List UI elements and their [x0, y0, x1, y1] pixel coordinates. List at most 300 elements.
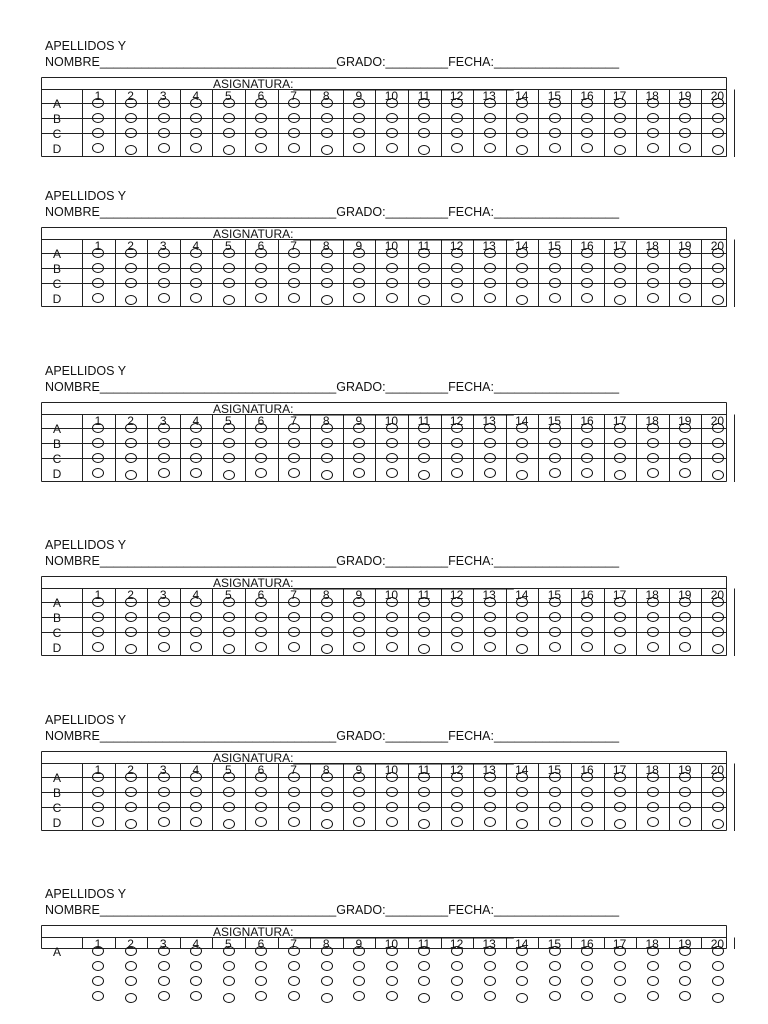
answer-bubble[interactable]	[451, 113, 463, 123]
answer-bubble[interactable]	[386, 453, 398, 463]
answer-bubble[interactable]	[321, 627, 333, 637]
answer-bubble[interactable]	[386, 961, 398, 971]
answer-bubble[interactable]	[679, 802, 691, 812]
answer-bubble[interactable]	[321, 128, 333, 138]
answer-bubble[interactable]	[386, 128, 398, 138]
answer-bubble[interactable]	[125, 597, 137, 607]
answer-bubble[interactable]	[549, 772, 561, 782]
answer-bubble[interactable]	[223, 627, 235, 637]
answer-bubble[interactable]	[679, 787, 691, 797]
answer-bubble[interactable]	[484, 627, 496, 637]
answer-bubble[interactable]	[451, 128, 463, 138]
answer-bubble[interactable]	[288, 468, 300, 478]
answer-bubble[interactable]	[614, 772, 626, 782]
answer-bubble[interactable]	[288, 612, 300, 622]
answer-bubble[interactable]	[614, 644, 626, 654]
answer-bubble[interactable]	[190, 802, 202, 812]
answer-bubble[interactable]	[223, 470, 235, 480]
answer-bubble[interactable]	[158, 438, 170, 448]
answer-bubble[interactable]	[190, 976, 202, 986]
answer-bubble[interactable]	[190, 772, 202, 782]
answer-bubble[interactable]	[321, 295, 333, 305]
answer-bubble[interactable]	[679, 263, 691, 273]
answer-bubble[interactable]	[516, 802, 528, 812]
answer-bubble[interactable]	[549, 113, 561, 123]
answer-bubble[interactable]	[647, 612, 659, 622]
answer-bubble[interactable]	[158, 976, 170, 986]
answer-bubble[interactable]	[190, 128, 202, 138]
answer-bubble[interactable]	[158, 293, 170, 303]
answer-bubble[interactable]	[321, 787, 333, 797]
answer-bubble[interactable]	[288, 293, 300, 303]
answer-bubble[interactable]	[679, 278, 691, 288]
answer-bubble[interactable]	[712, 644, 724, 654]
answer-bubble[interactable]	[125, 612, 137, 622]
answer-bubble[interactable]	[451, 293, 463, 303]
answer-bubble[interactable]	[353, 468, 365, 478]
answer-bubble[interactable]	[549, 817, 561, 827]
answer-bubble[interactable]	[451, 143, 463, 153]
answer-bubble[interactable]	[516, 819, 528, 829]
answer-bubble[interactable]	[353, 128, 365, 138]
answer-bubble[interactable]	[679, 98, 691, 108]
answer-bubble[interactable]	[190, 438, 202, 448]
answer-bubble[interactable]	[549, 802, 561, 812]
answer-bubble[interactable]	[386, 248, 398, 258]
answer-bubble[interactable]	[353, 278, 365, 288]
answer-bubble[interactable]	[353, 98, 365, 108]
answer-bubble[interactable]	[647, 423, 659, 433]
answer-bubble[interactable]	[679, 438, 691, 448]
answer-bubble[interactable]	[92, 991, 104, 1001]
answer-bubble[interactable]	[549, 961, 561, 971]
answer-bubble[interactable]	[679, 468, 691, 478]
answer-bubble[interactable]	[679, 772, 691, 782]
answer-bubble[interactable]	[484, 263, 496, 273]
answer-bubble[interactable]	[158, 597, 170, 607]
answer-bubble[interactable]	[549, 991, 561, 1001]
answer-bubble[interactable]	[484, 468, 496, 478]
answer-bubble[interactable]	[158, 453, 170, 463]
answer-bubble[interactable]	[614, 113, 626, 123]
answer-bubble[interactable]	[288, 787, 300, 797]
answer-bubble[interactable]	[451, 468, 463, 478]
answer-bubble[interactable]	[353, 772, 365, 782]
answer-bubble[interactable]	[321, 612, 333, 622]
answer-bubble[interactable]	[516, 128, 528, 138]
answer-bubble[interactable]	[647, 597, 659, 607]
answer-bubble[interactable]	[353, 597, 365, 607]
answer-bubble[interactable]	[158, 113, 170, 123]
answer-bubble[interactable]	[288, 98, 300, 108]
answer-bubble[interactable]	[516, 145, 528, 155]
answer-bubble[interactable]	[549, 787, 561, 797]
answer-bubble[interactable]	[712, 470, 724, 480]
answer-bubble[interactable]	[386, 293, 398, 303]
answer-bubble[interactable]	[451, 642, 463, 652]
answer-bubble[interactable]	[516, 453, 528, 463]
answer-bubble[interactable]	[451, 438, 463, 448]
answer-bubble[interactable]	[386, 263, 398, 273]
answer-bubble[interactable]	[321, 453, 333, 463]
answer-bubble[interactable]	[223, 438, 235, 448]
answer-bubble[interactable]	[190, 468, 202, 478]
answer-bubble[interactable]	[516, 470, 528, 480]
answer-bubble[interactable]	[158, 98, 170, 108]
answer-bubble[interactable]	[223, 976, 235, 986]
answer-bubble[interactable]	[223, 98, 235, 108]
answer-bubble[interactable]	[647, 143, 659, 153]
answer-bubble[interactable]	[321, 802, 333, 812]
answer-bubble[interactable]	[288, 642, 300, 652]
answer-bubble[interactable]	[223, 113, 235, 123]
answer-bubble[interactable]	[484, 293, 496, 303]
answer-bubble[interactable]	[712, 612, 724, 622]
answer-bubble[interactable]	[679, 817, 691, 827]
answer-bubble[interactable]	[647, 128, 659, 138]
answer-bubble[interactable]	[223, 145, 235, 155]
answer-bubble[interactable]	[223, 263, 235, 273]
answer-bubble[interactable]	[712, 438, 724, 448]
answer-bubble[interactable]	[190, 961, 202, 971]
answer-bubble[interactable]	[190, 113, 202, 123]
answer-bubble[interactable]	[516, 248, 528, 258]
answer-bubble[interactable]	[125, 627, 137, 637]
answer-bubble[interactable]	[288, 976, 300, 986]
answer-bubble[interactable]	[516, 597, 528, 607]
answer-bubble[interactable]	[223, 597, 235, 607]
answer-bubble[interactable]	[679, 642, 691, 652]
answer-bubble[interactable]	[158, 627, 170, 637]
answer-bubble[interactable]	[125, 98, 137, 108]
answer-bubble[interactable]	[223, 961, 235, 971]
subject-field[interactable]: ASIGNATURA:_________________________________	[213, 77, 514, 91]
answer-bubble[interactable]	[516, 946, 528, 956]
answer-bubble[interactable]	[190, 642, 202, 652]
header-name-grade-date-line[interactable]: NOMBRE__________________________________GRADO:_________FECHA:__________________	[45, 380, 620, 394]
answer-bubble[interactable]	[679, 991, 691, 1001]
header-name-grade-date-line[interactable]: NOMBRE__________________________________GRADO:_________FECHA:__________________	[45, 554, 620, 568]
answer-bubble[interactable]	[712, 772, 724, 782]
answer-bubble[interactable]	[614, 993, 626, 1003]
answer-bubble[interactable]	[288, 597, 300, 607]
answer-bubble[interactable]	[386, 98, 398, 108]
answer-bubble[interactable]	[223, 278, 235, 288]
answer-bubble[interactable]	[125, 993, 137, 1003]
answer-bubble[interactable]	[549, 438, 561, 448]
answer-bubble[interactable]	[516, 113, 528, 123]
answer-bubble[interactable]	[647, 991, 659, 1001]
answer-bubble[interactable]	[679, 976, 691, 986]
answer-bubble[interactable]	[614, 976, 626, 986]
answer-bubble[interactable]	[581, 976, 593, 986]
answer-bubble[interactable]	[549, 293, 561, 303]
answer-bubble[interactable]	[353, 423, 365, 433]
answer-bubble[interactable]	[516, 961, 528, 971]
answer-bubble[interactable]	[451, 278, 463, 288]
answer-bubble[interactable]	[712, 423, 724, 433]
answer-bubble[interactable]	[190, 627, 202, 637]
answer-bubble[interactable]	[614, 470, 626, 480]
answer-bubble[interactable]	[190, 946, 202, 956]
answer-bubble[interactable]	[581, 991, 593, 1001]
answer-bubble[interactable]	[190, 991, 202, 1001]
answer-bubble[interactable]	[418, 976, 430, 986]
answer-bubble[interactable]	[353, 293, 365, 303]
answer-bubble[interactable]	[614, 946, 626, 956]
answer-bubble[interactable]	[190, 143, 202, 153]
answer-bubble[interactable]	[451, 946, 463, 956]
answer-bubble[interactable]	[451, 817, 463, 827]
answer-bubble[interactable]	[614, 145, 626, 155]
answer-bubble[interactable]	[549, 128, 561, 138]
header-name-grade-date-line[interactable]: NOMBRE__________________________________GRADO:_________FECHA:__________________	[45, 205, 620, 219]
answer-bubble[interactable]	[647, 642, 659, 652]
answer-bubble[interactable]	[223, 644, 235, 654]
answer-bubble[interactable]	[516, 644, 528, 654]
answer-bubble[interactable]	[386, 278, 398, 288]
answer-bubble[interactable]	[712, 145, 724, 155]
answer-bubble[interactable]	[484, 423, 496, 433]
answer-bubble[interactable]	[647, 961, 659, 971]
answer-bubble[interactable]	[647, 453, 659, 463]
answer-bubble[interactable]	[288, 946, 300, 956]
answer-bubble[interactable]	[158, 787, 170, 797]
answer-bubble[interactable]	[125, 946, 137, 956]
answer-bubble[interactable]	[679, 612, 691, 622]
answer-bubble[interactable]	[125, 787, 137, 797]
answer-bubble[interactable]	[712, 295, 724, 305]
answer-bubble[interactable]	[549, 248, 561, 258]
subject-field[interactable]: ASIGNATURA:_________________________________	[213, 576, 514, 590]
answer-bubble[interactable]	[451, 976, 463, 986]
answer-bubble[interactable]	[255, 976, 267, 986]
answer-bubble[interactable]	[125, 470, 137, 480]
answer-bubble[interactable]	[353, 143, 365, 153]
answer-bubble[interactable]	[158, 946, 170, 956]
answer-bubble[interactable]	[223, 128, 235, 138]
answer-bubble[interactable]	[92, 961, 104, 971]
answer-bubble[interactable]	[386, 642, 398, 652]
subject-field[interactable]: ASIGNATURA:_________________________________	[213, 925, 514, 939]
answer-bubble[interactable]	[484, 787, 496, 797]
answer-bubble[interactable]	[712, 263, 724, 273]
answer-bubble[interactable]	[549, 278, 561, 288]
answer-bubble[interactable]	[679, 597, 691, 607]
answer-bubble[interactable]	[484, 113, 496, 123]
answer-bubble[interactable]	[712, 248, 724, 258]
answer-bubble[interactable]	[484, 248, 496, 258]
answer-bubble[interactable]	[125, 278, 137, 288]
answer-bubble[interactable]	[712, 98, 724, 108]
answer-bubble[interactable]	[614, 438, 626, 448]
answer-bubble[interactable]	[451, 248, 463, 258]
answer-bubble[interactable]	[614, 248, 626, 258]
answer-bubble[interactable]	[679, 453, 691, 463]
answer-bubble[interactable]	[516, 993, 528, 1003]
answer-bubble[interactable]	[158, 802, 170, 812]
answer-bubble[interactable]	[712, 113, 724, 123]
answer-bubble[interactable]	[190, 278, 202, 288]
answer-bubble[interactable]	[484, 946, 496, 956]
answer-bubble[interactable]	[125, 145, 137, 155]
answer-bubble[interactable]	[321, 976, 333, 986]
answer-bubble[interactable]	[516, 263, 528, 273]
answer-bubble[interactable]	[321, 98, 333, 108]
answer-bubble[interactable]	[321, 248, 333, 258]
answer-bubble[interactable]	[484, 642, 496, 652]
answer-bubble[interactable]	[451, 423, 463, 433]
answer-bubble[interactable]	[484, 961, 496, 971]
answer-bubble[interactable]	[712, 627, 724, 637]
answer-bubble[interactable]	[125, 423, 137, 433]
answer-bubble[interactable]	[288, 802, 300, 812]
answer-bubble[interactable]	[647, 802, 659, 812]
answer-bubble[interactable]	[451, 453, 463, 463]
answer-bubble[interactable]	[451, 961, 463, 971]
answer-bubble[interactable]	[712, 961, 724, 971]
answer-bubble[interactable]	[190, 263, 202, 273]
answer-bubble[interactable]	[484, 278, 496, 288]
answer-bubble[interactable]	[255, 961, 267, 971]
answer-bubble[interactable]	[581, 961, 593, 971]
answer-bubble[interactable]	[386, 423, 398, 433]
answer-bubble[interactable]	[321, 423, 333, 433]
answer-bubble[interactable]	[679, 113, 691, 123]
answer-bubble[interactable]	[712, 278, 724, 288]
answer-bubble[interactable]	[614, 278, 626, 288]
answer-bubble[interactable]	[190, 612, 202, 622]
answer-bubble[interactable]	[158, 143, 170, 153]
answer-bubble[interactable]	[158, 423, 170, 433]
subject-field[interactable]: ASIGNATURA:_________________________________	[213, 227, 514, 241]
answer-bubble[interactable]	[190, 98, 202, 108]
answer-bubble[interactable]	[158, 248, 170, 258]
answer-bubble[interactable]	[158, 612, 170, 622]
answer-bubble[interactable]	[549, 468, 561, 478]
answer-bubble[interactable]	[125, 128, 137, 138]
answer-bubble[interactable]	[549, 642, 561, 652]
answer-bubble[interactable]	[549, 946, 561, 956]
answer-bubble[interactable]	[484, 128, 496, 138]
answer-bubble[interactable]	[223, 612, 235, 622]
answer-bubble[interactable]	[614, 128, 626, 138]
answer-bubble[interactable]	[288, 248, 300, 258]
answer-bubble[interactable]	[223, 946, 235, 956]
answer-bubble[interactable]	[614, 98, 626, 108]
answer-bubble[interactable]	[484, 772, 496, 782]
answer-bubble[interactable]	[647, 248, 659, 258]
answer-bubble[interactable]	[321, 263, 333, 273]
answer-bubble[interactable]	[288, 128, 300, 138]
answer-bubble[interactable]	[679, 128, 691, 138]
answer-bubble[interactable]	[125, 453, 137, 463]
answer-bubble[interactable]	[484, 143, 496, 153]
answer-bubble[interactable]	[484, 98, 496, 108]
answer-bubble[interactable]	[125, 295, 137, 305]
answer-bubble[interactable]	[516, 295, 528, 305]
answer-bubble[interactable]	[353, 976, 365, 986]
answer-bubble[interactable]	[125, 802, 137, 812]
answer-bubble[interactable]	[223, 787, 235, 797]
answer-bubble[interactable]	[614, 453, 626, 463]
answer-bubble[interactable]	[288, 143, 300, 153]
answer-bubble[interactable]	[484, 976, 496, 986]
answer-bubble[interactable]	[321, 113, 333, 123]
answer-bubble[interactable]	[92, 976, 104, 986]
answer-bubble[interactable]	[549, 143, 561, 153]
answer-bubble[interactable]	[386, 946, 398, 956]
answer-bubble[interactable]	[158, 468, 170, 478]
answer-bubble[interactable]	[451, 627, 463, 637]
answer-bubble[interactable]	[386, 612, 398, 622]
answer-bubble[interactable]	[353, 802, 365, 812]
answer-bubble[interactable]	[614, 802, 626, 812]
answer-bubble[interactable]	[223, 772, 235, 782]
answer-bubble[interactable]	[647, 98, 659, 108]
answer-bubble[interactable]	[484, 612, 496, 622]
answer-bubble[interactable]	[712, 993, 724, 1003]
answer-bubble[interactable]	[353, 438, 365, 448]
answer-bubble[interactable]	[353, 961, 365, 971]
answer-bubble[interactable]	[516, 627, 528, 637]
answer-bubble[interactable]	[386, 438, 398, 448]
answer-bubble[interactable]	[516, 98, 528, 108]
answer-bubble[interactable]	[549, 627, 561, 637]
answer-bubble[interactable]	[321, 946, 333, 956]
answer-bubble[interactable]	[386, 772, 398, 782]
answer-bubble[interactable]	[614, 961, 626, 971]
answer-bubble[interactable]	[190, 817, 202, 827]
answer-bubble[interactable]	[223, 802, 235, 812]
answer-bubble[interactable]	[190, 453, 202, 463]
answer-bubble[interactable]	[125, 644, 137, 654]
answer-bubble[interactable]	[288, 423, 300, 433]
answer-bubble[interactable]	[386, 787, 398, 797]
answer-bubble[interactable]	[484, 438, 496, 448]
answer-bubble[interactable]	[353, 612, 365, 622]
answer-bubble[interactable]	[353, 453, 365, 463]
answer-bubble[interactable]	[712, 787, 724, 797]
answer-bubble[interactable]	[647, 772, 659, 782]
answer-bubble[interactable]	[614, 627, 626, 637]
answer-bubble[interactable]	[647, 817, 659, 827]
answer-bubble[interactable]	[288, 772, 300, 782]
answer-bubble[interactable]	[581, 946, 593, 956]
answer-bubble[interactable]	[158, 642, 170, 652]
answer-bubble[interactable]	[255, 946, 267, 956]
answer-bubble[interactable]	[549, 612, 561, 622]
answer-bubble[interactable]	[679, 961, 691, 971]
answer-bubble[interactable]	[516, 787, 528, 797]
header-name-grade-date-line[interactable]: NOMBRE__________________________________GRADO:_________FECHA:__________________	[45, 729, 620, 743]
answer-bubble[interactable]	[418, 993, 430, 1003]
answer-bubble[interactable]	[679, 293, 691, 303]
answer-bubble[interactable]	[288, 817, 300, 827]
answer-bubble[interactable]	[321, 993, 333, 1003]
answer-bubble[interactable]	[549, 423, 561, 433]
answer-bubble[interactable]	[158, 278, 170, 288]
answer-bubble[interactable]	[386, 976, 398, 986]
answer-bubble[interactable]	[158, 961, 170, 971]
answer-bubble[interactable]	[647, 113, 659, 123]
answer-bubble[interactable]	[125, 819, 137, 829]
answer-bubble[interactable]	[223, 453, 235, 463]
answer-bubble[interactable]	[451, 772, 463, 782]
answer-bubble[interactable]	[125, 263, 137, 273]
answer-bubble[interactable]	[516, 612, 528, 622]
answer-bubble[interactable]	[418, 946, 430, 956]
